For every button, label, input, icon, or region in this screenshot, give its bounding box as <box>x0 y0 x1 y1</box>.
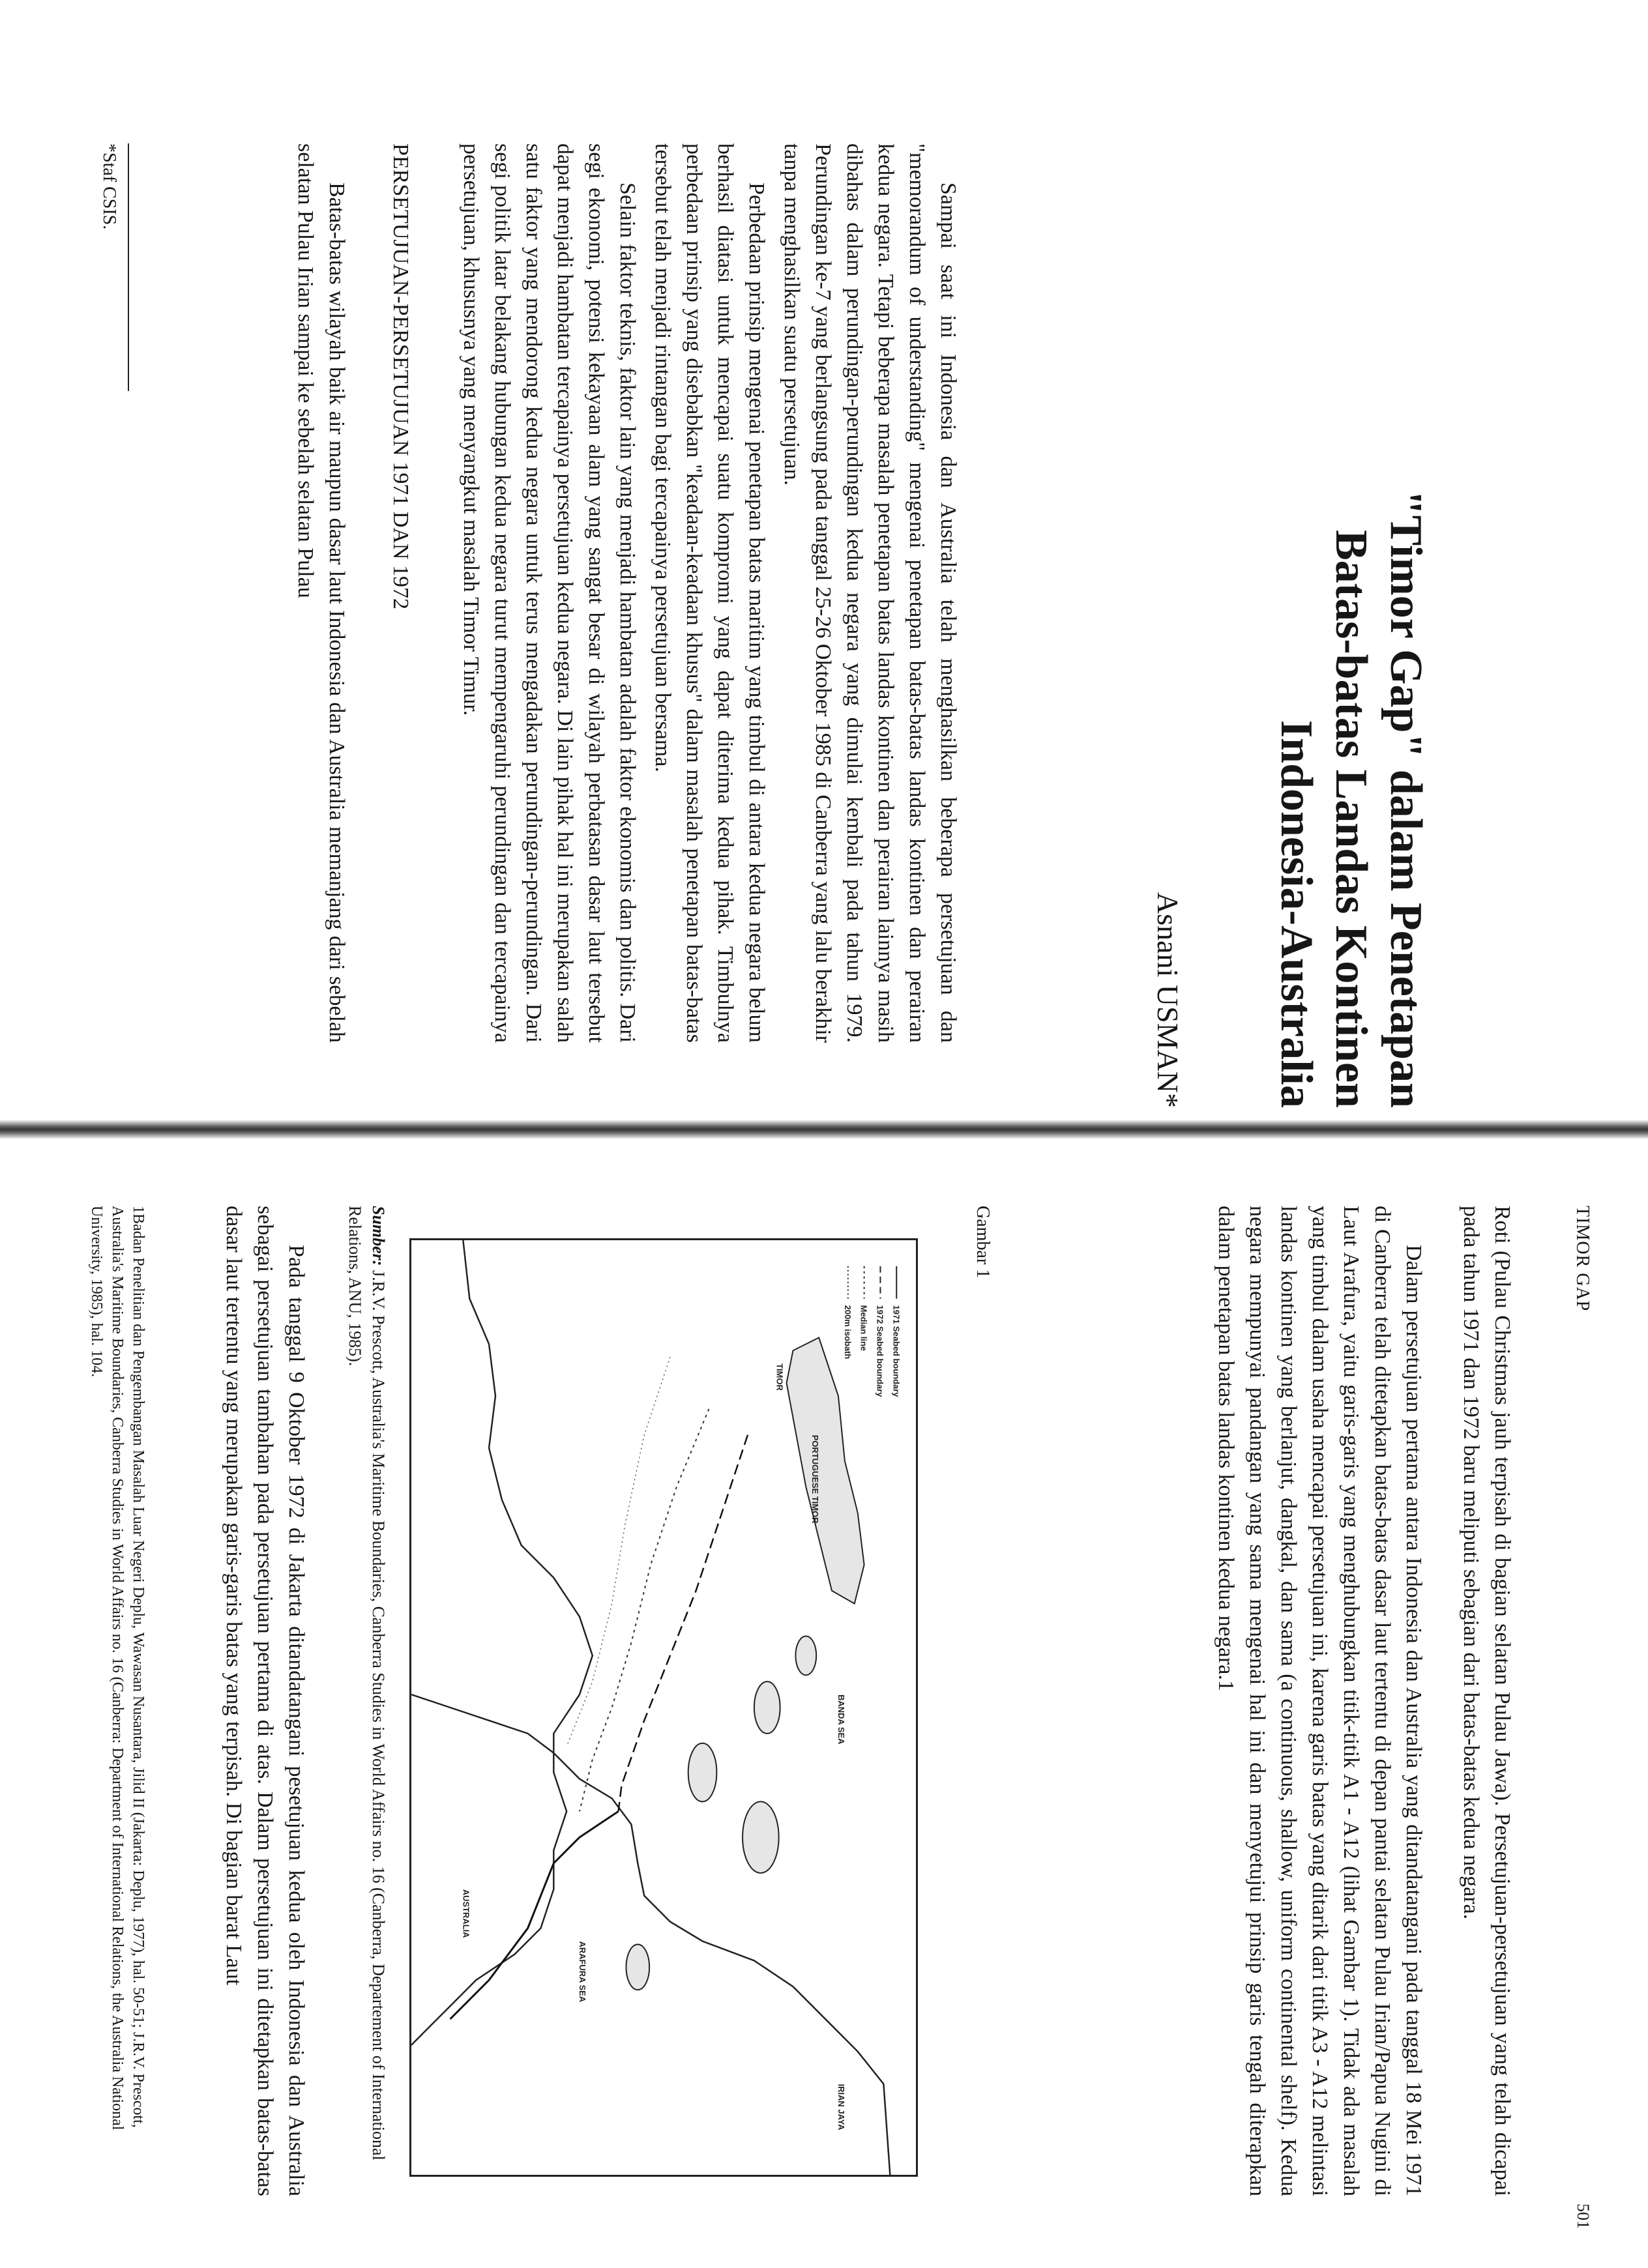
title-line-3: Indonesia-Australia <box>1271 720 1321 1108</box>
book-spine-shadow <box>0 1120 1648 1139</box>
island-timor <box>787 1337 864 1603</box>
source-label: Sumber: <box>369 1206 388 1266</box>
body-paragraph: Batas-batas wilayah baik air maupun dasar laut Indonesia dan Australia memanjang dari sebelah selatan Pulau Irian sampai ke sebelah selatan Pulau <box>293 143 349 1043</box>
author-name: Asnani USMAN* <box>1151 892 1184 1108</box>
body-paragraph: Roti (Pulau Christmas jauh terpisah di bagian selatan Pulau Jawa). Persetujuan-persetujuan yang telah dicapai pada tahun 1971 dan 1972 baru meliputi sebagian dari batas-batas kedua negara. <box>1459 1206 1514 2196</box>
article-title <box>1269 196 1433 1108</box>
island <box>795 1636 816 1675</box>
coastline-irian <box>411 1694 890 2175</box>
legend-isobath: 200m isobath <box>842 1305 853 1359</box>
legend-1971: 1971 Seabed boundary <box>891 1305 902 1397</box>
body-paragraph: Dalam persetujuan pertama antara Indonesia dan Australia yang ditandatangani pada tanggal 18 Mei 1971 di Canberra telah ditetapkan batas-batas dasar laut tertentu di depan pantai selatan Pulau Irian/Papua Nugini di Laut Arafura, yaitu garis-garis yang menghubungkan titik-titik A1 - A12 (lihat Gambar 1). Tidak ada masalah yang timbul dalam usaha mencapai persetujuan ini, karena garis batas yang ditarik dari titik A3 - A12 melintasi landas kontinen yang berlanjut, dangkal, dan sama (a continuous, shallow, uniform continental shelf). Kedua negara mempunyai pandangan yang sama mengenai hal ini dan menyetujui prinsip garis tengah diterapkan dalam penetapan batas landas kontinen kedua negara.1 <box>1214 1206 1426 2196</box>
footnote-divider <box>128 143 129 391</box>
island <box>754 1681 780 1734</box>
island <box>626 1944 649 1990</box>
left-page <box>0 0 1648 1108</box>
section-heading: PERSETUJUAN-PERSETUJUAN 1971 DAN 1972 <box>389 143 413 609</box>
median-line <box>580 1409 709 1811</box>
map-label-portuguese-timor: PORTUGUESE TIMOR <box>810 1434 821 1524</box>
legend-1972: 1972 Seabed boundary <box>875 1305 885 1397</box>
body-paragraph: Selain faktor teknis, faktor lain yang menjadi hambatan adalah faktor ekonomis dan politis. Dari segi ekonomi, potensi kekayaan alam yang sangat besar di wilayah perbatasan dasar laut tersebut dapat menjadi hambatan tercapainya persetujuan kedua negara. Di lain pihak hal ini merupakan salah satu faktor yang mendorong kedua negara untuk terus mengadakan perundingan-perundingan. Dari segi politik latar belakang hubungan kedua negara turut mempengaruhi perundingan dan tercapainya persetujuan, khususnya yang menyangkut masalah Timor Timur. <box>459 143 640 1043</box>
right-page <box>0 1167 1648 2268</box>
page-number: 501 <box>1574 2203 1593 2229</box>
map-label-australia: AUSTRALIA <box>461 1889 471 1938</box>
title-line-1: "Timor Gap" dalam Penetapan <box>1381 489 1431 1108</box>
legend-median: Median line <box>859 1305 869 1351</box>
body-paragraph: Perbedaan prinsip mengenai penetapan batas maritim yang timbul di antara kedua negara belum berhasil diatasi untuk mencapai suatu kompromi yang dapat diterima kedua pihak. Timbulnya perbedaan prinsip yang disebabkan "keadaan-keadaan khusus" dalam masalah penetapan batas-batas tersebut telah menjadi rintangan bagi tercapainya persetujuan bersama. <box>651 143 769 1043</box>
boundary-1971 <box>450 1811 619 2019</box>
island <box>743 1801 779 1873</box>
body-paragraph: Pada tanggal 9 Oktober 1972 di Jakarta ditandatangani pesetujuan kedua oleh Indonesia dan Australia sebagai persetujuan tambahan pada persetujuan pertama di atas. Dalam persetujuan ini ditetapkan batas-batas dasar laut tertentu yang merupakan garis-garis batas yang terpisah. Di bagian barat Laut <box>222 1206 308 2196</box>
figure-source <box>343 1206 390 2196</box>
map-figure <box>409 1238 918 2177</box>
source-text: J.R.V. Prescott, Australia's Maritime Boundaries, Canberra Studies in World Affairs no. 16 (Canberra, Departement of International Relations, ANU, 1985). <box>346 1206 388 2160</box>
title-line-2: Batas-batas Landas Kontinen <box>1326 530 1376 1108</box>
footnote: 1Badan Penelitian dan Pengembangan Masalah Luar Negeri Deplu, Wawasan Nusantara, Jilid II (Jakarta: Deplu, 1977), hal. 50-51; J.R.V. Prescott, Australia's Maritime Boundaries, Canberra Studies in World Affairs no. 16 (Canberra: Department of International Relations, the Australia National University, 1985), hal. 104. <box>88 1206 147 2130</box>
map-label-irian-jaya: IRIAN JAYA <box>836 2084 846 2130</box>
map-label-timor: TIMOR <box>774 1363 785 1391</box>
left-body-text <box>286 143 964 1043</box>
boundary-1972 <box>619 1435 748 1812</box>
map-label-arafura-sea: ARAFURA SEA <box>578 1941 587 2003</box>
running-head: TIMOR GAP <box>1572 1206 1593 1312</box>
footnote: *Staf CSIS. <box>99 143 119 230</box>
body-paragraph: Sampai saat ini Indonesia dan Australia telah menghasilkan beberapa persetujuan dan "memorandum of understanding" mengenai penetapan batas-batas landas kontinen dan perairan kedua negara. Tetapi beberapa masalah penetapan batas landas kontinen dan perairan lainnya masih dibahas dalam perundingan-perundingan kedua negara yang dimulai kembali pada tahun 1979. Perundingan ke-7 yang berlangsung pada tanggal 25-26 Oktober 1985 di Canberra yang lalu berakhir tanpa menghasilkan suatu persetujuan. <box>780 143 960 1043</box>
map-label-banda-sea: BANDA SEA <box>836 1694 846 1745</box>
island <box>688 1743 717 1802</box>
figure-caption: Gambar 1 <box>973 1206 993 1279</box>
coastline-australia <box>411 1240 593 2045</box>
map-legend <box>843 1266 901 1397</box>
map-svg <box>411 1240 916 2175</box>
right-body-text <box>1184 1206 1518 2196</box>
